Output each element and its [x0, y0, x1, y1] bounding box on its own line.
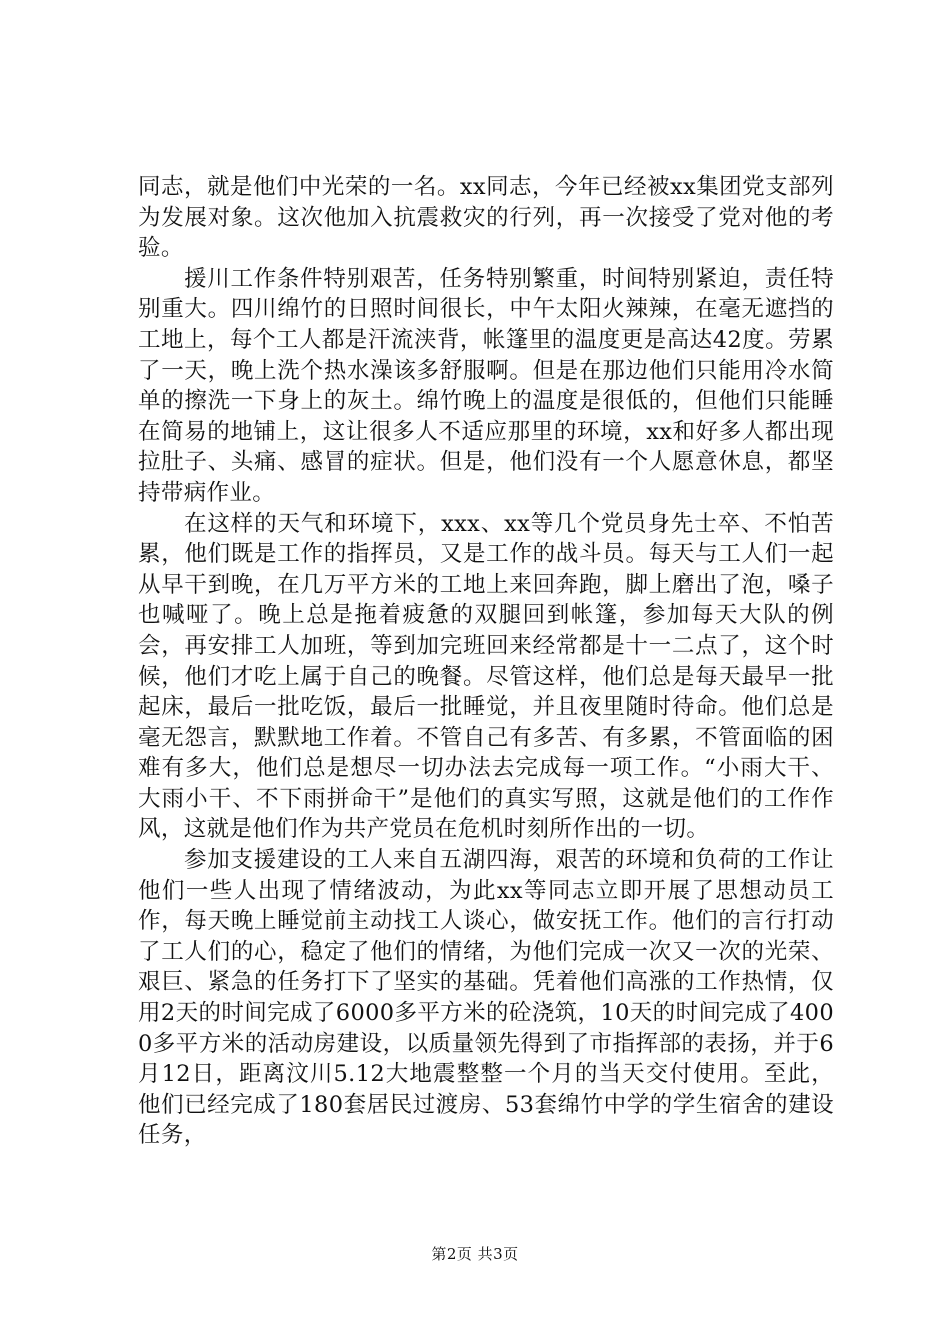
paragraph-1: 同志，就是他们中光荣的一名。xx同志，今年已经被xx集团党支部列为发展对象。这次他加入抗震救灾的行列，再一次接受了党对他的考验。 — [138, 174, 834, 262]
body-text — [138, 172, 834, 1151]
paragraph-4: 参加支援建设的工人来自五湖四海，艰苦的环境和负荷的工作让他们一些人出现了情绪波动，为此xx等同志立即开展了思想动员工作，每天晚上睡觉前主动找工人谈心，做安抚工作。他们的言行打动了工人们的心，稳定了他们的情绪，为他们完成一次又一次的光荣、艰巨、紧急的任务打下了坚实的基础。凭着他们高涨的工作热情，仅用2天的时间完成了6000多平方米的砼浇筑，10天的时间完成了4000多平方米的活动房建设，以质量领先得到了市指挥部的表扬，并于6月12日，距离汶川5.12大地震整整一个月的当天交付使用。至此，他们已经完成了180套居民过渡房、53套绵竹中学的学生宿舍的建设任务， — [138, 847, 834, 1149]
paragraph-2: 援川工作条件特别艰苦，任务特别繁重，时间特别紧迫，责任特别重大。四川绵竹的日照时间很长，中午太阳火辣辣，在毫无遮挡的工地上，每个工人都是汗流浃背，帐篷里的温度更是高达42度。劳累了一天，晚上洗个热水澡该多舒服啊。但是在那边他们只能用冷水简单的擦洗一下身上的灰土。绵竹晚上的温度是很低的，但他们只能睡在简易的地铺上，这让很多人不适应那里的环境，xx和好多人都出现拉肚子、头痛、感冒的症状。但是，他们没有一个人愿意休息，都坚持带病作业。 — [138, 265, 834, 506]
paragraph-3: 在这样的天气和环境下，xxx、xx等几个党员身先士卒、不怕苦累，他们既是工作的指挥员，又是工作的战斗员。每天与工人们一起从早干到晚，在几万平方米的工地上来回奔跑，脚上磨出了泡，嗓子也喊哑了。晚上总是拖着疲惫的双腿回到帐篷，参加每天大队的例会，再安排工人加班，等到加完班回来经常都是十一二点了，这个时候，他们才吃上属于自己的晚餐。尽管这样，他们总是每天最早一批起床，最后一批吃饭，最后一批睡觉，并且夜里随时待命。他们总是毫无怨言，默默地工作着。不管自己有多苦、有多累，不管面临的困难有多大，他们总是想尽一切办法去完成每一项工作。“小雨大干、大雨小干、不下雨拼命干”是他们的真实写照，这就是他们的工作作风，这就是他们作为共产党员在危机时刻所作出的一切。 — [138, 510, 834, 843]
page-footer: 第2页 共3页 — [431, 1245, 519, 1263]
